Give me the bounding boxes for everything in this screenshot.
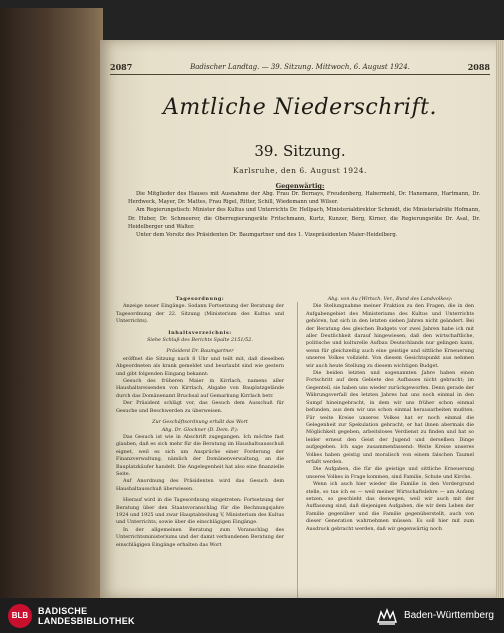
column-divider xyxy=(297,302,298,598)
dateline: Karlsruhe, den 6. August 1924. xyxy=(233,166,367,175)
intro-paragraph: Unter dem Vorsitz des Präsidenten Dr. Baumgartner und des 1. Vizepräsidenten Maier-Heidelberg. xyxy=(136,232,398,239)
right-column-para: Die Aufgaben, die für die geistige und sittliche Erneuerung unseres Volkes in Frage kommen, sind Familie, Schule und Kirche. xyxy=(306,466,474,480)
left-column-center: Präsident Dr. Baumgartner xyxy=(166,348,234,355)
left-column-para: Auf Anordnung des Präsidenten wird das Gesuch dem Haushaltausschuß überwiesen. xyxy=(116,478,284,492)
session-heading: 39. Sitzung. xyxy=(254,142,346,160)
library-footer xyxy=(0,598,504,633)
left-column-center: Abg. Dr. Glockner (D. Dem. P.): xyxy=(161,426,239,433)
header-rule xyxy=(110,74,490,75)
present-heading: Gegenwärtig: xyxy=(275,182,325,190)
bw-label: Baden-Württemberg xyxy=(403,610,494,621)
running-header xyxy=(110,62,490,72)
left-column xyxy=(116,296,284,549)
intro-paragraph: Die Mitglieder des Hauses mit Ausnahme der Abg. Frau Dr. Bernays, Freudenberg, Habermehl, Dr. Hanemann, Hartmann, Dr. Herdweck, Mayer, Dr. Mattes, Frau Rigel, Ritter, Schill, Wiedemann und Wilser. xyxy=(128,191,480,206)
left-column-para: eröffnet die Sitzung nach 8 Uhr und teilt mit, daß dieselben Abgeordneten als krank gemeldet und beurlaubt sind wie gestern und gibt folgenden Eingang bekannt: xyxy=(116,355,284,377)
document-page xyxy=(100,40,500,598)
left-column-para: Das Gesuch ist wie in Abschrift zugegangen. Ich möchte fast glauben, daß es sich mehr für die Beratung im Haushaltsausschuß eignet, weil es sich um Ansprüche einer Forderung der Finanzverwaltung, nämlich der Domänenverwaltung, an die Bauplatzkäufer handelt. Die Angelegenheit hat also eine finanzielle Seite. xyxy=(116,433,284,477)
left-column-para: Gesuch des früheren Maier in Kirrlach, namens aller Haushaltsreisenden von Kirrlach, Abgabe von Bauplatzgelände durch das Domänenamt Bruchsal auf Gemarkung Kirrlach betr. xyxy=(116,378,284,399)
blb-name xyxy=(38,606,135,626)
document-title: Amtliche Niederschrift. xyxy=(163,95,437,120)
bw-crest-icon xyxy=(376,606,398,626)
left-column-center: Siehe Schluß des Berichts Spalte 2151/52. xyxy=(147,337,253,344)
intro-paragraph: Am Regierungstisch: Minister des Kultus und Unterrichts Dr. Hellpach, Ministerialdirektor Schmidt, die Ministerialräte Hofmann, Dr. Huber, Dr. Schmeerer, die Oberregierungsräte Fritschmann, Kurtz, Kunzer, Berg, Kirner, die Regierungsräte Dr. Asal, Dr. Heidelberger und Walter. xyxy=(128,207,480,230)
blb-badge-icon: BLB xyxy=(8,604,32,628)
left-column-head: Tagesordnung: xyxy=(175,296,225,302)
left-column-para: Der Präsident schlägt vor, das Gesuch dem Ausschuß für Gesuche und Beschwerden zu überweisen. xyxy=(116,400,284,414)
blb-logo[interactable] xyxy=(8,604,135,628)
right-column-para: Die beiden letzten und sogenannten Jahre haben einen Fortschritt auf dem Gebiete des Aufbaues nicht gebracht; im Gegenteil, sie haben uns wieder zurückgeworfen. Denn gerade der Währungsverfall des letzten Jahres hat uns noch einmal in den Sumpf hineingebracht, in dem wir uns früher schon einmal befunden, aus dem wir uns schon einmal herausarbeiten mußten. Für weite Kreise unseres Volkes hat er noch einmal die Gelegenheit zur Spekulation gebracht; er hat ihnen abermals die Möglichkeit gegeben, arbeitsloses Verdienst zu finden und hat so leider erneut den Geist der Jugend und derselben Dinge aufgegeben. Ich sage zusammenfassend: Weite Kreise unseres Volkes haben geistig und moralisch von einem falschen Taumel erfaßt werden. xyxy=(306,370,474,465)
page-number-left: 2087 xyxy=(110,62,133,72)
left-column-head: Inhaltsverzeichnis: xyxy=(168,329,232,336)
right-column-para: Die Stellungnahme meiner Fraktion zu den Fragen, die in den Aufgabengebiet des Ministeriums des Kultus und Unterrichts gehören, hat sich in den letzten sieben Jahren nicht geändert. Bei der Beratung des gleichen Budgets vor zwei Jahren habe ich mit aller Deutlichkeit darauf hingewiesen, daß den wirtschaftliche, politische und kulturelle Aufbau Deutschlands nur gelingen kann, wenn für gleichzeitig auch eine geistige und sittliche Erneuerung unseres Volkes vollzieht. Von diesem Gesichtspunkt aus nehmen wir auch heute Stellung zu diesem wichtigen Budget. xyxy=(306,303,474,369)
right-column-para: Wenn ich auch hier wieder die Familie in den Vordergrund stelle, so tue ich es — weil meiner Wirtschaftslehre — am Anfang setzen, so geschieht das deswegen, weil wir auch mit der Auffassung sind, daß diejenigen Aufgaben, die wir dem Leben der Familie gegenüber und die Familie gegenüberstellt, auch von dieser Generation wahrnehmen müssen. Es soll hier mit zum Ausdruck gebracht werden, daß wir gegenwärtig noch xyxy=(306,481,474,532)
left-column-center: Zur Geschäftsordnung erhält das Wort xyxy=(152,419,248,426)
bw-logo[interactable] xyxy=(376,606,494,626)
page-number-right: 2088 xyxy=(467,62,490,72)
running-title: Badischer Landtag. — 39. Sitzung. Mittwoch, 6. August 1924. xyxy=(190,63,410,71)
blb-name-line1: BADISCHE xyxy=(38,605,88,616)
left-column-para: Hierauf wird in die Tagesordnung eingetreten: Fortsetzung der Beratung über den Staatsvoranschlag für die Rechnungsjahre 1924 und 1925 und zwar Hauptabteilung V, Ministerium des Kultus und Unterrichts, sowie über die einschlägigen Eingänge. xyxy=(116,497,284,526)
right-column xyxy=(306,296,474,533)
page-stack-edge xyxy=(496,40,504,598)
left-column-para: Anzeige neuer Eingänge. Sodann Fortsetzung der Beratung der Tagesordnung der 22. Sitzung (Ministerium des Kultus und Unterrichts). xyxy=(116,303,284,325)
intro-block xyxy=(128,190,480,239)
blb-name-line2: LANDESBIBLIOTHEK xyxy=(38,615,135,626)
left-column-para: In der allgemeinen Beratung zum Voranschlag des Unterrichtsministeriums und der damit verbundenen Beratung der einschlägigen Eingänge erhalten das Wort xyxy=(116,526,284,548)
book-binding xyxy=(0,8,103,598)
right-column-center: Abg. von Au (Wirtsch. Ver., Bund des Landvolkes): xyxy=(327,296,453,302)
